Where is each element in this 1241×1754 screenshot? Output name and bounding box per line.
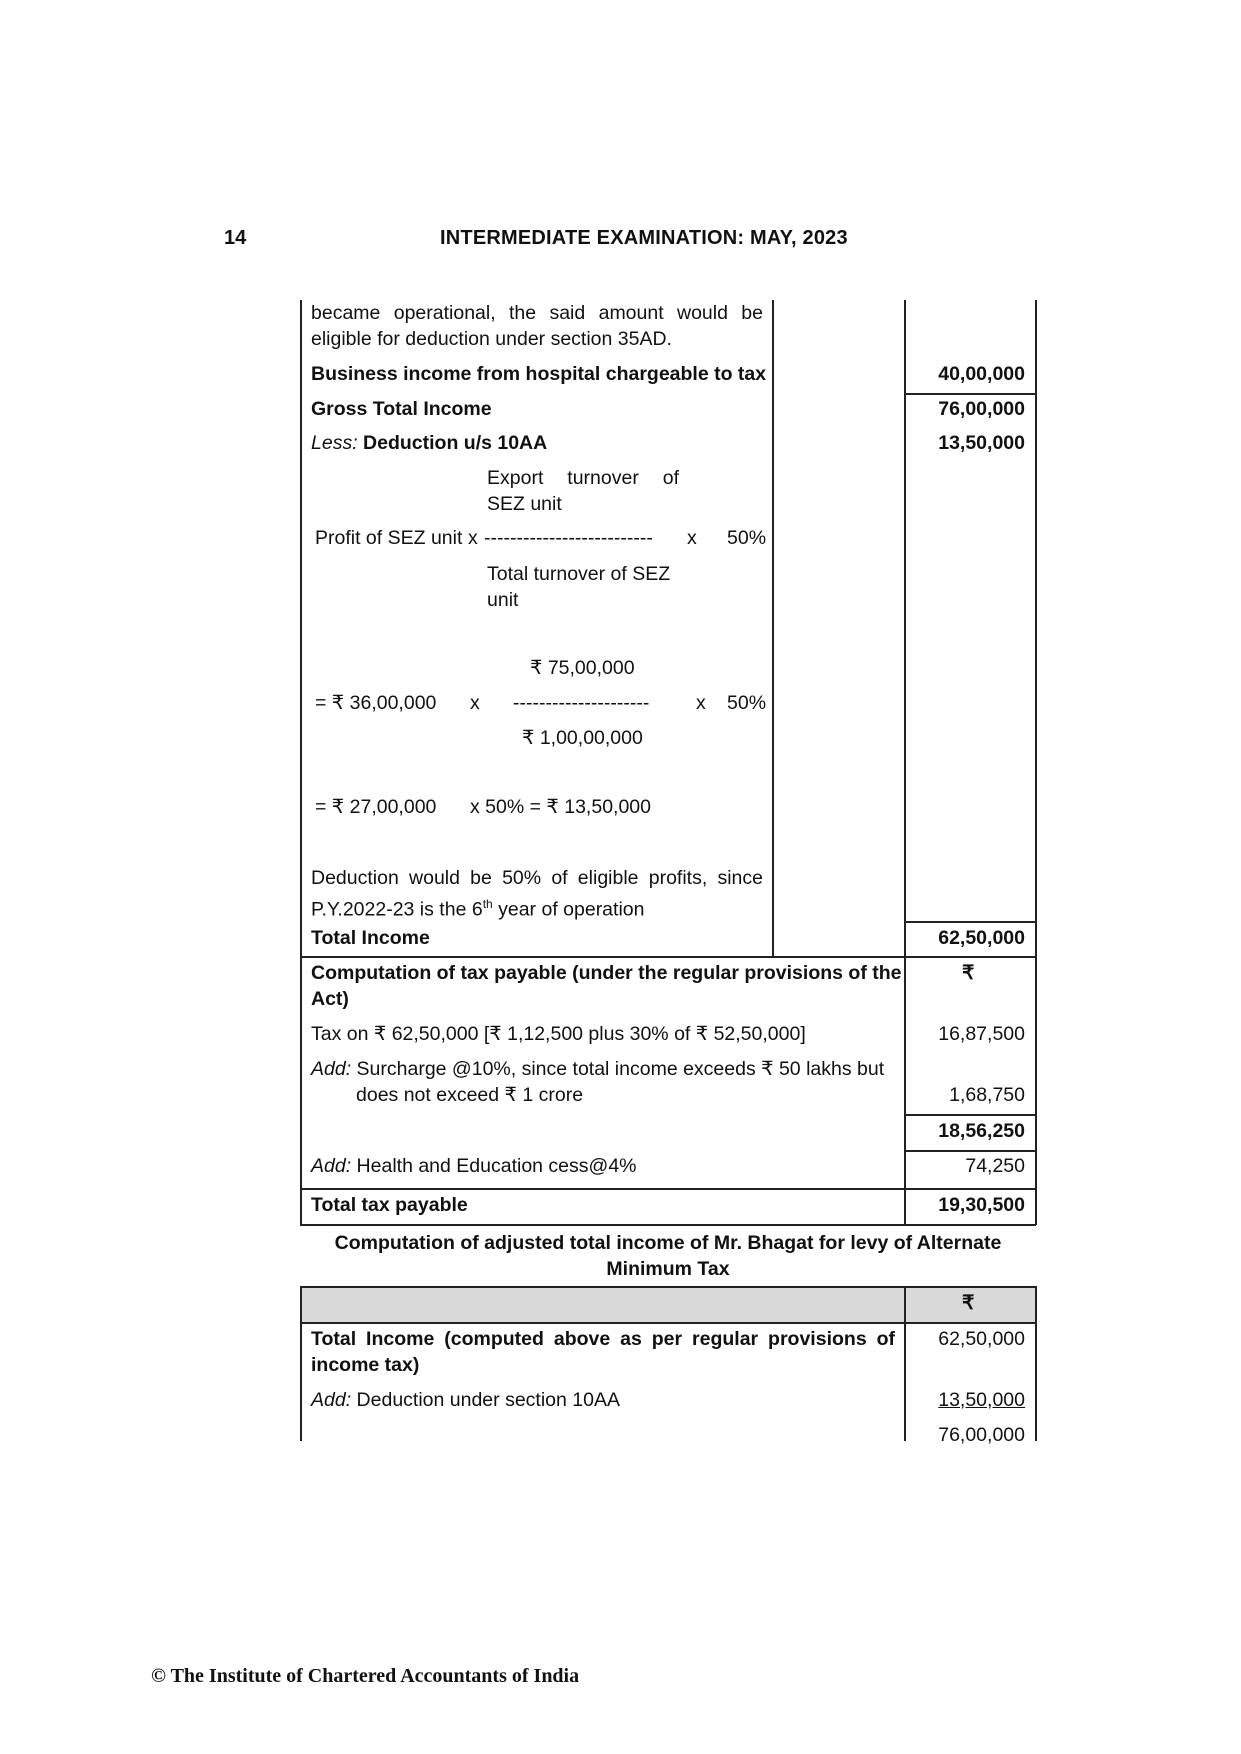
formula-x-1: x [468,527,478,549]
amt-right-border [1035,1286,1037,1441]
formula-dashes: -------------------------- [484,527,653,549]
amt-deduction-row [311,1387,620,1413]
deduction-value: 13,50,000 [938,432,1025,454]
note-line-1: Deduction would be 50% of eligible profits, since [311,867,763,889]
note-line-2-rest: year of operation [492,898,645,921]
formula-numerator-2: SEZ unit [487,493,562,515]
tax-heading-line-2: Act) [311,988,349,1010]
amt-deduction-value [904,1387,1025,1413]
deduction-label: Deduction u/s 10AA [363,432,548,454]
surcharge-value: 1,68,750 [949,1084,1025,1106]
amt-title-line-1: Computation of adjusted total income of Mr. Bhagat for levy of Alternate [334,1232,1002,1254]
amt-rule-header [300,1322,1036,1324]
tax-on-label: Tax on ₹ 62,50,000 [₹ 1,12,500 plus 30% of ₹ 52,50,000] [311,1023,806,1045]
amt-ti-value: 62,50,000 [938,1328,1025,1350]
tax-heading-line-1: Computation of tax payable (under the regular provisions of the [311,962,902,984]
rule-gti [904,393,1036,395]
amt-deduction-label: Deduction under section 10AA [356,1389,620,1411]
amt-left-border [300,1286,302,1441]
amt-result-value: 76,00,000 [938,1424,1025,1446]
amt-ti-label-line-1: Total Income (computed above as per regular provisions of [311,1328,895,1350]
calc1-x-1: x [470,692,480,714]
subtotal-value: 18,56,250 [938,1120,1025,1142]
rule-total-tax-bottom [300,1224,1036,1226]
page-number: 14 [224,227,247,249]
gti-label: Gross Total Income [311,398,492,420]
calc2-left: = ₹ 27,00,000 [315,796,437,818]
calc1-left: = ₹ 36,00,000 [315,692,437,714]
rule-tax-section-top [300,956,1036,958]
intro-line-1: became operational, the said amount would be [311,302,763,324]
tax-on-value: 16,87,500 [938,1023,1025,1045]
calc2-right: x 50% = ₹ 13,50,000 [470,796,651,818]
amt-header-shade [300,1286,1035,1322]
gti-value: 76,00,000 [938,398,1025,420]
add-prefix-cess: Add: [311,1155,352,1177]
calc1-numerator: ₹ 75,00,000 [530,657,635,679]
surcharge-line-2: does not exceed ₹ 1 crore [356,1084,584,1106]
rule-total-income [904,921,1036,923]
add-prefix-surcharge: Add: [311,1058,352,1080]
formula-profit-label: Profit of SEZ unit [315,527,463,549]
amt-deduction-amount: 13,50,000 [938,1389,1025,1411]
deduction-row [311,430,547,456]
surcharge-line-1 [311,1056,884,1082]
page-header: INTERMEDIATE EXAMINATION: MAY, 2023 [440,227,848,249]
formula-denominator-2: unit [487,589,519,611]
calc1-x-2: x [696,692,706,714]
business-income-value: 40,00,000 [938,363,1025,385]
surcharge-text: Surcharge @10%, since total income exceeds ₹ 50 lakhs but [356,1058,885,1080]
business-income-label: Business income from hospital chargeable to tax [311,363,767,385]
amt-ti-label-line-2: income tax) [311,1354,420,1376]
rule-total-tax-top [300,1188,1036,1190]
rule-surcharge [904,1114,1036,1116]
calc1-pct: 50% [727,692,767,714]
formula-numerator-1: Export turnover of [487,467,679,489]
formula-denominator-1: Total turnover of SEZ [487,563,671,585]
amt-currency-symbol: ₹ [962,1292,975,1314]
formula-pct: 50% [727,527,767,549]
total-tax-label: Total tax payable [311,1194,468,1216]
table1-col1-border [772,300,774,956]
cess-row [311,1153,637,1179]
cess-label: Health and Education cess@4% [356,1155,637,1177]
total-income-label: Total Income [311,927,430,949]
note-line-2-sup: th [482,897,493,911]
total-tax-value: 19,30,500 [938,1194,1025,1216]
calc1-dashes: --------------------- [513,692,650,714]
table1-right-border [1035,300,1037,1225]
cess-value: 74,250 [965,1155,1025,1177]
amt-add-prefix: Add: [311,1389,352,1411]
formula-x-2: x [687,527,697,549]
less-prefix: Less: [311,432,358,454]
rule-subtotal [904,1150,1036,1152]
page-footer: © The Institute of Chartered Accountants of India [151,1665,580,1687]
note-line-2 [311,891,644,923]
note-line-2-text: P.Y.2022-23 is the 6 [311,898,483,921]
amt-col-border [904,1286,906,1441]
total-income-value: 62,50,000 [938,927,1025,949]
amt-title-line-2: Minimum Tax [606,1258,730,1280]
calc1-denominator: ₹ 1,00,00,000 [522,727,643,749]
amt-rule-top [300,1286,1036,1288]
table1-left-border [300,300,302,1225]
tax-currency-symbol: ₹ [962,962,975,984]
intro-line-2: eligible for deduction under section 35AD. [311,328,672,350]
